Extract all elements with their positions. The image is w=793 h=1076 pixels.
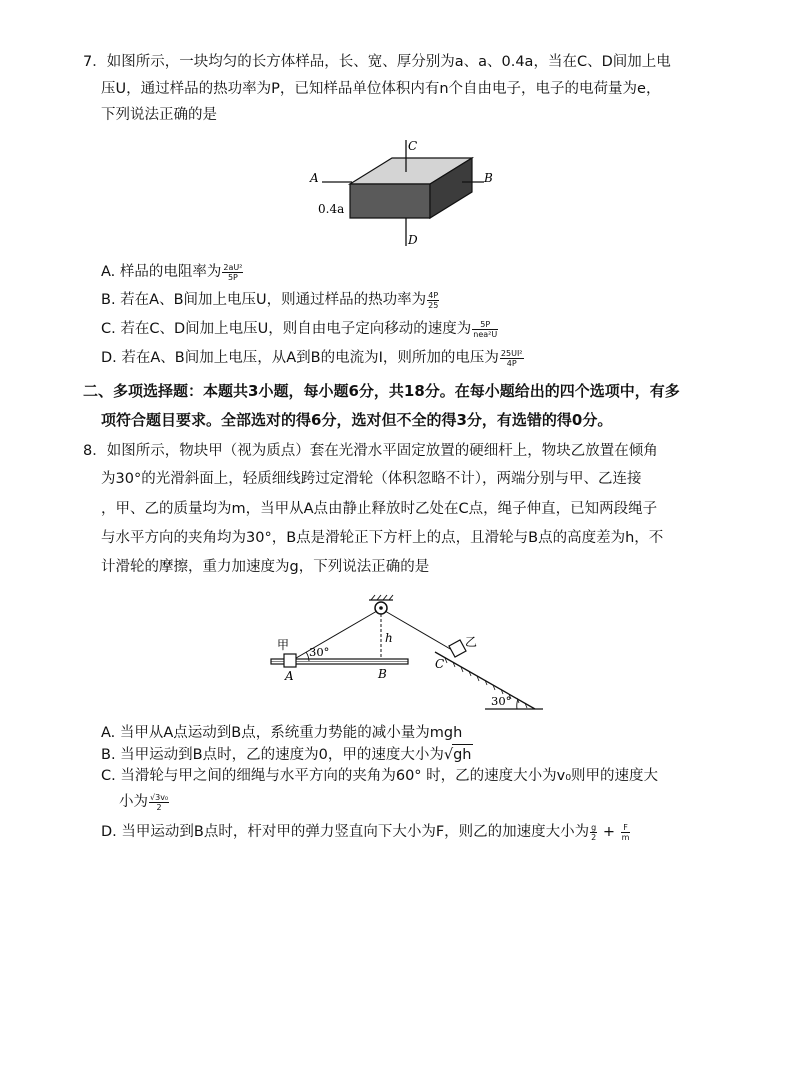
q7-block-figure (300, 134, 500, 254)
q7-option-c-text: C. 若在C、D间加上电压U，则自由电子定向移动的速度为 (101, 321, 472, 337)
label-thickness: 0.4a (318, 202, 345, 216)
block-front-face (350, 184, 430, 218)
label-a: A (310, 171, 319, 185)
label-angle-rope: 30° (309, 645, 330, 659)
q8-line-2: 为30°的光滑斜面上，轻质细线跨过定滑轮（体积忽略不计），两端分别与甲、乙连接 (101, 471, 642, 487)
section2-line-2: 项符合题目要求。全部选对的得6分，选对但不全的得3分，有选错的得0分。 (101, 411, 613, 429)
block-jia (284, 654, 296, 667)
q7-option-b (101, 290, 440, 310)
q8-line-3: ，甲、乙的质量均为m，当甲从A点由静止释放时乙处在C点，绳子伸直，已知两段绳子 (101, 501, 658, 517)
label-b: B (484, 171, 493, 185)
q8-option-a: A. 当甲从A点运动到B点，系统重力势能的减小量为mgh (101, 725, 463, 741)
label-c: C (408, 139, 418, 153)
q7-option-a-text: A. 样品的电阻率为 (101, 264, 222, 280)
q8-option-b-text: B. 当甲运动到B点时，乙的速度为0，甲的速度大小为 (101, 747, 444, 763)
q8-option-b (101, 744, 473, 765)
q7-line-2: 压U，通过样品的热功率为P，已知样品单位体积内有n个自由电子，电子的电荷量为e， (101, 81, 661, 97)
q8-option-d-plus: + (602, 824, 616, 840)
q7-option-a-fraction: $\frac{\text{2aU²}}{5P}$ (223, 262, 243, 282)
q8-option-c-line-1: C. 当滑轮与甲之间的细绳与水平方向的夹角为60° 时，乙的速度大小为v₀则甲的速度大 (101, 768, 659, 784)
q8-line-5: 计滑轮的摩擦，重力加速度为g，下列说法正确的是 (101, 559, 430, 575)
q8-option-b-radicand: gh (452, 744, 472, 765)
label-yi: 乙 (465, 635, 478, 649)
q8-option-c-fraction: $\frac{\text{√3v₀}}{2}$ (150, 792, 169, 812)
q8-line-4: 与水平方向的夹角均为30°，B点是滑轮正下方杆上的点，且滑轮与B点的高度差为h，不 (101, 530, 664, 546)
label-a: A (285, 669, 294, 683)
q8-line-1: 8．如图所示，物块甲（视为质点）套在光滑水平固定放置的硬细杆上，物块乙放置在倾角 (83, 443, 658, 459)
label-c: C (435, 657, 445, 671)
label-angle-incline: 30° (491, 694, 512, 708)
q8-option-d-fraction-1: $\frac{g}{2}$ (591, 822, 597, 842)
q7-option-d (101, 348, 525, 368)
q8-option-d-text: D. 当甲运动到B点时，杆对甲的弹力竖直向下大小为F，则乙的加速度大小为 (101, 824, 590, 840)
q7-line-3: 下列说法正确的是 (101, 107, 217, 123)
q7-option-b-text: B. 若在A、B间加上电压U，则通过样品的热功率为 (101, 292, 427, 308)
q8-option-d (101, 822, 631, 842)
label-b: B (378, 667, 387, 681)
q7-option-c-fraction: $\frac{5P}{\text{nea²U}}$ (473, 319, 498, 339)
sqrt-sign: √ (443, 747, 454, 763)
rope-right (385, 611, 452, 650)
q7-line-1: 7．如图所示，一块均匀的长方体样品，长、宽、厚分别为a、a、0.4a，当在C、D间加上电 (83, 54, 671, 70)
section2-line-1: 二、多项选择题：本题共3小题，每小题6分，共18分。在每小题给出的四个选项中，有多 (83, 382, 680, 400)
q7-option-a (101, 262, 244, 282)
label-jia: 甲 (277, 638, 290, 652)
block-yi (449, 640, 466, 657)
label-h: h (385, 631, 393, 645)
q8-pulley-figure (265, 594, 550, 716)
q7-option-b-fraction: $\frac{4P}{25}$ (428, 290, 439, 310)
label-d: D (408, 233, 418, 247)
rope-left (291, 611, 377, 661)
q7-option-d-fraction: $\frac{\text{25UI²}}{4P}$ (500, 348, 523, 368)
q8-option-d-fraction-2: $\frac{F}{m}$ (621, 822, 630, 842)
q8-option-c-text: 小为 (119, 794, 148, 810)
q7-option-d-text: D. 若在A、B间加上电压，从A到B的电流为I，则所加的电压为 (101, 350, 499, 366)
q8-option-c-line-2 (119, 792, 170, 812)
q7-option-c (101, 319, 499, 339)
